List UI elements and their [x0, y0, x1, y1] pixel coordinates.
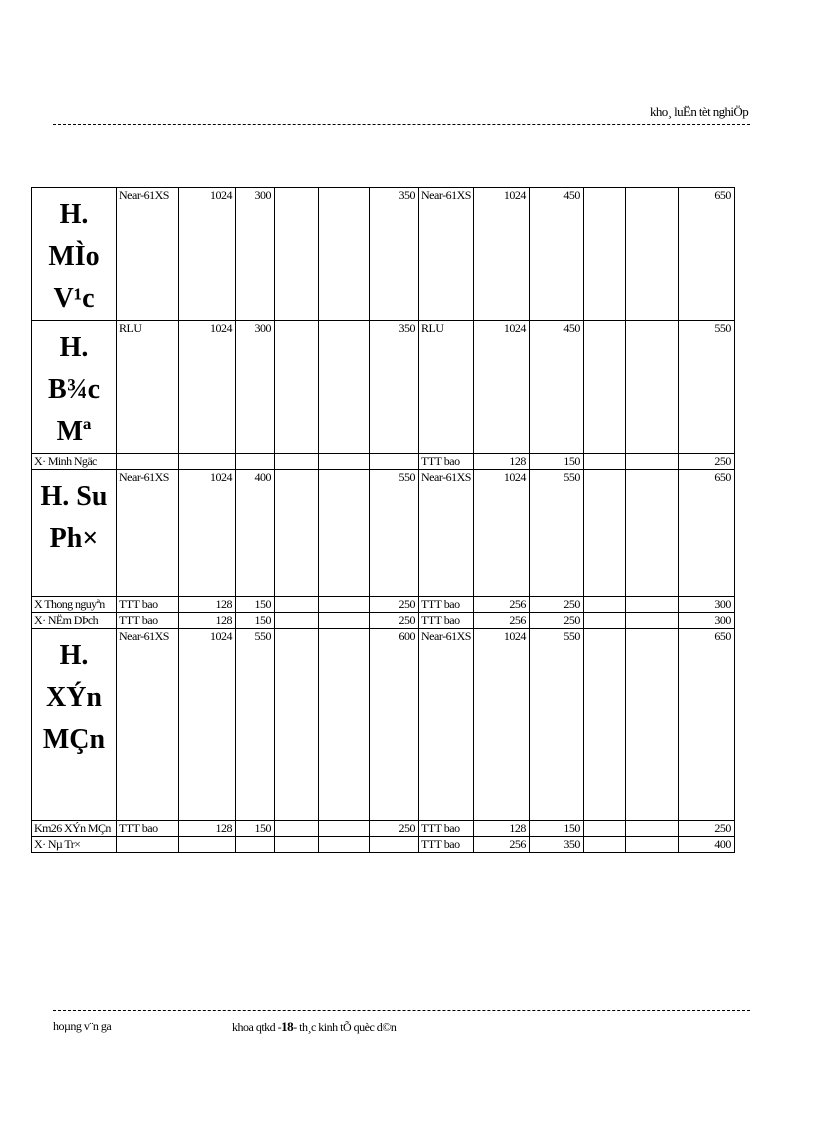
table-cell: Near-61XS [419, 470, 474, 597]
table-cell: 1024 [473, 629, 529, 821]
table-cell: TTT bao [117, 597, 179, 613]
table-cell [583, 837, 625, 853]
table-cell: 300 [678, 613, 734, 629]
table-cell: 150 [529, 454, 583, 470]
location-name-cell: X Thong nguyªn [32, 597, 117, 613]
table-cell: Near-61XS [117, 629, 179, 821]
table-row [32, 613, 735, 629]
location-name-cell: H. MÌo V¹c [32, 188, 117, 321]
table-cell: 300 [236, 321, 275, 454]
table-cell [583, 470, 625, 597]
table-cell: 128 [179, 597, 236, 613]
table-cell [319, 629, 370, 821]
table-cell: 1024 [473, 321, 529, 454]
table-cell: 150 [236, 597, 275, 613]
table-cell [625, 454, 678, 470]
table-cell: TTT bao [117, 821, 179, 837]
table-cell: 250 [529, 597, 583, 613]
table-cell [319, 188, 370, 321]
table-cell: 300 [236, 188, 275, 321]
table-cell: 550 [236, 629, 275, 821]
header-title: kho¸ luËn tèt nghiÖp [650, 104, 749, 119]
table-cell: 1024 [179, 321, 236, 454]
location-name-cell: X· Minh Ngäc [32, 454, 117, 470]
table-cell [275, 629, 319, 821]
table-cell: TTT bao [117, 613, 179, 629]
location-name-cell: H. Su Ph× [32, 470, 117, 597]
table-cell [275, 188, 319, 321]
table-cell: 350 [370, 321, 419, 454]
table-cell [275, 321, 319, 454]
table-cell: 1024 [473, 188, 529, 321]
table-cell: 400 [678, 837, 734, 853]
table-cell: RLU [117, 321, 179, 454]
table-cell: 1024 [179, 629, 236, 821]
table-cell: 400 [236, 470, 275, 597]
table-cell: 128 [179, 613, 236, 629]
table-cell [319, 821, 370, 837]
table-cell [583, 629, 625, 821]
table-cell: 250 [678, 821, 734, 837]
table-cell: 150 [236, 613, 275, 629]
table-cell: 600 [370, 629, 419, 821]
location-name-cell: Km26 XÝn MÇn [32, 821, 117, 837]
table-cell [583, 321, 625, 454]
equipment-table [31, 187, 735, 853]
table-cell: 650 [678, 470, 734, 597]
table-cell [275, 837, 319, 853]
table-cell [625, 470, 678, 597]
table-cell: 128 [473, 821, 529, 837]
table-cell [275, 454, 319, 470]
location-name-cell: X· NËm DÞch [32, 613, 117, 629]
table-row [32, 629, 735, 821]
table-cell [370, 837, 419, 853]
table-cell: 1024 [179, 470, 236, 597]
table-cell [625, 321, 678, 454]
table-cell: TTT bao [419, 597, 474, 613]
table-cell: 550 [529, 629, 583, 821]
table-cell: 350 [370, 188, 419, 321]
table-cell [236, 837, 275, 853]
location-name-cell: H. B¾c Mª [32, 321, 117, 454]
table-cell: TTT bao [419, 821, 474, 837]
page-number: 18 [281, 1019, 294, 1034]
table-cell [179, 837, 236, 853]
table-cell [625, 613, 678, 629]
footer-faculty: khoa qtkd - [232, 1020, 282, 1034]
table-row [32, 321, 735, 454]
table-cell [275, 597, 319, 613]
footer-divider [53, 1010, 750, 1011]
table-cell: 350 [529, 837, 583, 853]
table-cell: 250 [678, 454, 734, 470]
table-cell: 250 [529, 613, 583, 629]
table-cell [583, 597, 625, 613]
table-cell: 250 [370, 613, 419, 629]
footer-center [232, 1019, 396, 1035]
header-divider [53, 124, 750, 125]
table-cell: 250 [370, 821, 419, 837]
table-cell: 450 [529, 321, 583, 454]
table-cell: 550 [370, 470, 419, 597]
table-cell: 256 [473, 597, 529, 613]
footer-school: - th¸c kinh tÕ quèc d©n [293, 1020, 397, 1034]
table-cell: Near-61XS [117, 188, 179, 321]
table-cell: RLU [419, 321, 474, 454]
table-cell: Near-61XS [419, 188, 474, 321]
location-name-cell: H. XÝn MÇn [32, 629, 117, 821]
table-cell: 256 [473, 837, 529, 853]
table-cell: TTT bao [419, 454, 474, 470]
table-cell: 1024 [179, 188, 236, 321]
table-cell: 300 [678, 597, 734, 613]
table-cell [625, 629, 678, 821]
table-cell [319, 454, 370, 470]
table-cell [179, 454, 236, 470]
table-cell [583, 188, 625, 321]
table-cell: 256 [473, 613, 529, 629]
table-cell: 450 [529, 188, 583, 321]
table-cell: TTT bao [419, 837, 474, 853]
table-cell [319, 321, 370, 454]
table-cell [370, 454, 419, 470]
table-cell [117, 837, 179, 853]
table-cell: 128 [179, 821, 236, 837]
table-cell [236, 454, 275, 470]
table-cell [319, 613, 370, 629]
table-cell [625, 188, 678, 321]
table-cell: Near-61XS [117, 470, 179, 597]
table-cell: 1024 [473, 470, 529, 597]
table-cell: 550 [678, 321, 734, 454]
table-cell [625, 821, 678, 837]
table-cell [583, 821, 625, 837]
table-cell [319, 597, 370, 613]
table-cell [583, 454, 625, 470]
table-cell: 650 [678, 188, 734, 321]
table-cell: 128 [473, 454, 529, 470]
table-cell: 550 [529, 470, 583, 597]
table-cell [625, 597, 678, 613]
table-cell [275, 821, 319, 837]
table-row [32, 188, 735, 321]
table-cell: 150 [529, 821, 583, 837]
table-cell [625, 837, 678, 853]
table-row [32, 454, 735, 470]
footer-author: hoµng v¨n ga [53, 1019, 112, 1033]
table-row [32, 470, 735, 597]
table-cell: 250 [370, 597, 419, 613]
table-cell: 150 [236, 821, 275, 837]
table-cell [583, 613, 625, 629]
table-cell [117, 454, 179, 470]
table-cell [319, 470, 370, 597]
table-cell: 650 [678, 629, 734, 821]
table-row [32, 837, 735, 853]
table-row [32, 821, 735, 837]
table-cell [319, 837, 370, 853]
table-row [32, 597, 735, 613]
table-cell: TTT bao [419, 613, 474, 629]
location-name-cell: X· Nµ Tr× [32, 837, 117, 853]
table-cell [275, 613, 319, 629]
table-cell: Near-61XS [419, 629, 474, 821]
table-cell [275, 470, 319, 597]
